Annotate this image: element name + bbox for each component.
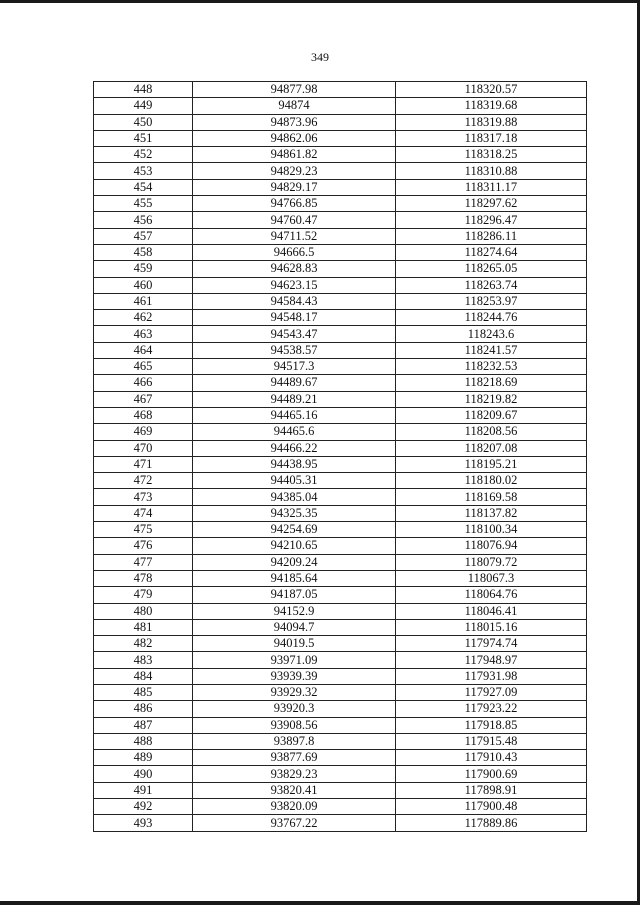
point-number-cell: 491 bbox=[94, 782, 193, 798]
table-row bbox=[94, 668, 587, 684]
y-coordinate-cell: 118076.94 bbox=[396, 538, 587, 554]
table-row bbox=[94, 554, 587, 570]
y-coordinate-cell: 118208.56 bbox=[396, 424, 587, 440]
table-row bbox=[94, 619, 587, 635]
point-number-cell: 493 bbox=[94, 815, 193, 831]
y-coordinate-cell: 118286.11 bbox=[396, 228, 587, 244]
table-row bbox=[94, 342, 587, 358]
table-row bbox=[94, 652, 587, 668]
table-row bbox=[94, 326, 587, 342]
x-coordinate-cell: 94548.17 bbox=[193, 310, 396, 326]
table-row bbox=[94, 505, 587, 521]
x-coordinate-cell: 93929.32 bbox=[193, 684, 396, 700]
y-coordinate-cell: 117900.48 bbox=[396, 799, 587, 815]
y-coordinate-cell: 118311.17 bbox=[396, 179, 587, 195]
y-coordinate-cell: 118243.6 bbox=[396, 326, 587, 342]
point-number-cell: 462 bbox=[94, 310, 193, 326]
x-coordinate-cell: 94623.15 bbox=[193, 277, 396, 293]
point-number-cell: 487 bbox=[94, 717, 193, 733]
point-number-cell: 469 bbox=[94, 424, 193, 440]
x-coordinate-cell: 94874 bbox=[193, 98, 396, 114]
x-coordinate-cell: 93767.22 bbox=[193, 815, 396, 831]
x-coordinate-cell: 93908.56 bbox=[193, 717, 396, 733]
table-row bbox=[94, 750, 587, 766]
y-coordinate-cell: 118318.25 bbox=[396, 147, 587, 163]
x-coordinate-cell: 94861.82 bbox=[193, 147, 396, 163]
x-coordinate-cell: 94254.69 bbox=[193, 522, 396, 538]
x-coordinate-cell: 94019.5 bbox=[193, 636, 396, 652]
y-coordinate-cell: 118232.53 bbox=[396, 359, 587, 375]
point-number-cell: 460 bbox=[94, 277, 193, 293]
y-coordinate-cell: 118274.64 bbox=[396, 244, 587, 260]
y-coordinate-cell: 118319.88 bbox=[396, 114, 587, 130]
coordinate-table bbox=[93, 81, 587, 832]
table-row bbox=[94, 799, 587, 815]
x-coordinate-cell: 94209.24 bbox=[193, 554, 396, 570]
point-number-cell: 453 bbox=[94, 163, 193, 179]
point-number-cell: 457 bbox=[94, 228, 193, 244]
y-coordinate-cell: 117927.09 bbox=[396, 684, 587, 700]
point-number-cell: 470 bbox=[94, 440, 193, 456]
x-coordinate-cell: 94465.16 bbox=[193, 407, 396, 423]
table-row bbox=[94, 407, 587, 423]
x-coordinate-cell: 94829.17 bbox=[193, 179, 396, 195]
table-row bbox=[94, 733, 587, 749]
point-number-cell: 450 bbox=[94, 114, 193, 130]
x-coordinate-cell: 93920.3 bbox=[193, 701, 396, 717]
x-coordinate-cell: 94438.95 bbox=[193, 456, 396, 472]
y-coordinate-cell: 117923.22 bbox=[396, 701, 587, 717]
table-row bbox=[94, 179, 587, 195]
table-row bbox=[94, 782, 587, 798]
x-coordinate-cell: 93897.8 bbox=[193, 733, 396, 749]
table-row bbox=[94, 163, 587, 179]
y-coordinate-cell: 118218.69 bbox=[396, 375, 587, 391]
y-coordinate-cell: 118296.47 bbox=[396, 212, 587, 228]
table-row bbox=[94, 261, 587, 277]
table-row bbox=[94, 196, 587, 212]
point-number-cell: 481 bbox=[94, 619, 193, 635]
point-number-cell: 466 bbox=[94, 375, 193, 391]
y-coordinate-cell: 118180.02 bbox=[396, 473, 587, 489]
table-row bbox=[94, 538, 587, 554]
point-number-cell: 455 bbox=[94, 196, 193, 212]
table-row bbox=[94, 815, 587, 831]
table-row bbox=[94, 701, 587, 717]
y-coordinate-cell: 118195.21 bbox=[396, 456, 587, 472]
y-coordinate-cell: 118265.05 bbox=[396, 261, 587, 277]
point-number-cell: 488 bbox=[94, 733, 193, 749]
x-coordinate-cell: 94877.98 bbox=[193, 82, 396, 98]
point-number-cell: 492 bbox=[94, 799, 193, 815]
table-row bbox=[94, 310, 587, 326]
y-coordinate-cell: 118100.34 bbox=[396, 522, 587, 538]
y-coordinate-cell: 118079.72 bbox=[396, 554, 587, 570]
x-coordinate-cell: 93829.23 bbox=[193, 766, 396, 782]
table-row bbox=[94, 359, 587, 375]
point-number-cell: 454 bbox=[94, 179, 193, 195]
x-coordinate-cell: 94466.22 bbox=[193, 440, 396, 456]
table-row bbox=[94, 603, 587, 619]
x-coordinate-cell: 94187.05 bbox=[193, 587, 396, 603]
x-coordinate-cell: 94766.85 bbox=[193, 196, 396, 212]
point-number-cell: 490 bbox=[94, 766, 193, 782]
table-row bbox=[94, 147, 587, 163]
x-coordinate-cell: 93877.69 bbox=[193, 750, 396, 766]
y-coordinate-cell: 117898.91 bbox=[396, 782, 587, 798]
point-number-cell: 465 bbox=[94, 359, 193, 375]
x-coordinate-cell: 94210.65 bbox=[193, 538, 396, 554]
x-coordinate-cell: 94760.47 bbox=[193, 212, 396, 228]
y-coordinate-cell: 117910.43 bbox=[396, 750, 587, 766]
table-row bbox=[94, 440, 587, 456]
table-row bbox=[94, 277, 587, 293]
x-coordinate-cell: 94666.5 bbox=[193, 244, 396, 260]
point-number-cell: 448 bbox=[94, 82, 193, 98]
point-number-cell: 486 bbox=[94, 701, 193, 717]
y-coordinate-cell: 118241.57 bbox=[396, 342, 587, 358]
point-number-cell: 482 bbox=[94, 636, 193, 652]
point-number-cell: 471 bbox=[94, 456, 193, 472]
y-coordinate-cell: 118320.57 bbox=[396, 82, 587, 98]
y-coordinate-cell: 118319.68 bbox=[396, 98, 587, 114]
point-number-cell: 489 bbox=[94, 750, 193, 766]
point-number-cell: 472 bbox=[94, 473, 193, 489]
y-coordinate-cell: 118219.82 bbox=[396, 391, 587, 407]
point-number-cell: 478 bbox=[94, 570, 193, 586]
x-coordinate-cell: 94465.6 bbox=[193, 424, 396, 440]
table-row bbox=[94, 212, 587, 228]
scan-border-bottom bbox=[0, 901, 640, 905]
table-row bbox=[94, 82, 587, 98]
x-coordinate-cell: 94489.67 bbox=[193, 375, 396, 391]
y-coordinate-cell: 117931.98 bbox=[396, 668, 587, 684]
table-row bbox=[94, 228, 587, 244]
y-coordinate-cell: 118064.76 bbox=[396, 587, 587, 603]
x-coordinate-cell: 94543.47 bbox=[193, 326, 396, 342]
table-row bbox=[94, 489, 587, 505]
table-row bbox=[94, 473, 587, 489]
point-number-cell: 476 bbox=[94, 538, 193, 554]
point-number-cell: 456 bbox=[94, 212, 193, 228]
x-coordinate-cell: 93939.39 bbox=[193, 668, 396, 684]
y-coordinate-cell: 118067.3 bbox=[396, 570, 587, 586]
point-number-cell: 477 bbox=[94, 554, 193, 570]
x-coordinate-cell: 93820.41 bbox=[193, 782, 396, 798]
y-coordinate-cell: 118015.16 bbox=[396, 619, 587, 635]
y-coordinate-cell: 118207.08 bbox=[396, 440, 587, 456]
y-coordinate-cell: 118209.67 bbox=[396, 407, 587, 423]
table-row bbox=[94, 717, 587, 733]
x-coordinate-cell: 94584.43 bbox=[193, 293, 396, 309]
y-coordinate-cell: 117889.86 bbox=[396, 815, 587, 831]
table-row bbox=[94, 456, 587, 472]
y-coordinate-cell: 118297.62 bbox=[396, 196, 587, 212]
point-number-cell: 458 bbox=[94, 244, 193, 260]
table-row bbox=[94, 130, 587, 146]
x-coordinate-cell: 94489.21 bbox=[193, 391, 396, 407]
table-row bbox=[94, 293, 587, 309]
point-number-cell: 461 bbox=[94, 293, 193, 309]
x-coordinate-cell: 93971.09 bbox=[193, 652, 396, 668]
scan-border-top bbox=[0, 0, 640, 3]
table-row bbox=[94, 244, 587, 260]
point-number-cell: 464 bbox=[94, 342, 193, 358]
point-number-cell: 483 bbox=[94, 652, 193, 668]
point-number-cell: 451 bbox=[94, 130, 193, 146]
x-coordinate-cell: 94711.52 bbox=[193, 228, 396, 244]
point-number-cell: 452 bbox=[94, 147, 193, 163]
x-coordinate-cell: 94385.04 bbox=[193, 489, 396, 505]
point-number-cell: 468 bbox=[94, 407, 193, 423]
y-coordinate-cell: 117918.85 bbox=[396, 717, 587, 733]
x-coordinate-cell: 94628.83 bbox=[193, 261, 396, 277]
table-row bbox=[94, 587, 587, 603]
x-coordinate-cell: 94829.23 bbox=[193, 163, 396, 179]
point-number-cell: 485 bbox=[94, 684, 193, 700]
table-row bbox=[94, 636, 587, 652]
x-coordinate-cell: 94094.7 bbox=[193, 619, 396, 635]
x-coordinate-cell: 94325.35 bbox=[193, 505, 396, 521]
point-number-cell: 467 bbox=[94, 391, 193, 407]
y-coordinate-cell: 118253.97 bbox=[396, 293, 587, 309]
table-row bbox=[94, 684, 587, 700]
y-coordinate-cell: 118310.88 bbox=[396, 163, 587, 179]
point-number-cell: 463 bbox=[94, 326, 193, 342]
table-row bbox=[94, 570, 587, 586]
y-coordinate-cell: 117915.48 bbox=[396, 733, 587, 749]
x-coordinate-cell: 94862.06 bbox=[193, 130, 396, 146]
point-number-cell: 484 bbox=[94, 668, 193, 684]
point-number-cell: 479 bbox=[94, 587, 193, 603]
y-coordinate-cell: 118137.82 bbox=[396, 505, 587, 521]
y-coordinate-cell: 117974.74 bbox=[396, 636, 587, 652]
x-coordinate-cell: 94517.3 bbox=[193, 359, 396, 375]
y-coordinate-cell: 118169.58 bbox=[396, 489, 587, 505]
y-coordinate-cell: 117900.69 bbox=[396, 766, 587, 782]
table-row bbox=[94, 424, 587, 440]
point-number-cell: 474 bbox=[94, 505, 193, 521]
table-row bbox=[94, 375, 587, 391]
table-row bbox=[94, 522, 587, 538]
table-row bbox=[94, 114, 587, 130]
y-coordinate-cell: 118046.41 bbox=[396, 603, 587, 619]
x-coordinate-cell: 94152.9 bbox=[193, 603, 396, 619]
point-number-cell: 475 bbox=[94, 522, 193, 538]
coordinate-table-body bbox=[94, 82, 587, 832]
table-row bbox=[94, 98, 587, 114]
page-number: 349 bbox=[311, 50, 329, 64]
y-coordinate-cell: 118317.18 bbox=[396, 130, 587, 146]
x-coordinate-cell: 93820.09 bbox=[193, 799, 396, 815]
table-row bbox=[94, 766, 587, 782]
y-coordinate-cell: 117948.97 bbox=[396, 652, 587, 668]
y-coordinate-cell: 118263.74 bbox=[396, 277, 587, 293]
x-coordinate-cell: 94538.57 bbox=[193, 342, 396, 358]
y-coordinate-cell: 118244.76 bbox=[396, 310, 587, 326]
point-number-cell: 480 bbox=[94, 603, 193, 619]
point-number-cell: 449 bbox=[94, 98, 193, 114]
table-row bbox=[94, 391, 587, 407]
x-coordinate-cell: 94185.64 bbox=[193, 570, 396, 586]
point-number-cell: 473 bbox=[94, 489, 193, 505]
x-coordinate-cell: 94405.31 bbox=[193, 473, 396, 489]
x-coordinate-cell: 94873.96 bbox=[193, 114, 396, 130]
point-number-cell: 459 bbox=[94, 261, 193, 277]
